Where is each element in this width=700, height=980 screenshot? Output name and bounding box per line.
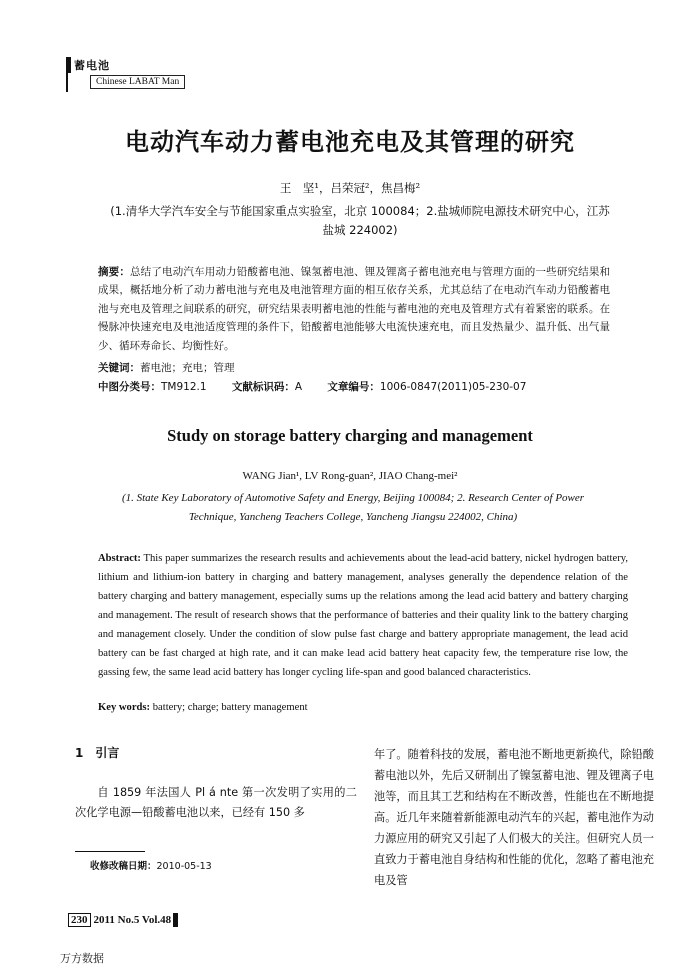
footer-block (173, 913, 178, 927)
doc-code-label: 文献标识码： (231, 381, 295, 393)
keywords-en-label: Key words: (98, 702, 151, 713)
page-number: 230 (68, 913, 91, 927)
title-en: Study on storage battery charging and management (167, 426, 533, 445)
body-column-left: 自 1859 年法国人 Pl á nte 第一次发明了实用的二次化学电源—铅酸蓄电池以来，已经有 150 多 (75, 786, 357, 819)
abstract-en-text: This paper summarizes the research results and achievements about the lead-acid battery, nickel hydrogen battery, lithium and lithium-ion battery in charging and battery management, analyses generally the dependence relation of the battery charging and battery management, especially sums up the relations among the lead acid battery and battery charging and management. The result of research shows that the performance of batteries and their quality link to the battery charging and management closely. Under the condition of slow pulse fast charge and battery appropriate management, the lead acid battery can be fast charged at high rate, and it can make lead acid battery heat capacity few, the temperature rise low, the gassing few, the same lead acid battery has longer cycling life-span and good balanced characteristics. (98, 553, 628, 678)
title-cn: 电动汽车动力蓄电池充电及其管理的研究 (125, 127, 575, 156)
keywords-en-text: battery; charge; battery management (152, 702, 308, 713)
abstract-cn-label: 摘要： (98, 266, 131, 278)
affiliation-en: (1. State Key Laboratory of Automotive Safety and Energy, Beijing 100084; 2. Research Center of Power Technique, Yancheng Teachers College, Yancheng Jiangsu 224002, China) (121, 492, 585, 523)
journal-name-cn: 蓄电池 (74, 59, 110, 72)
keywords-cn (98, 360, 235, 375)
clc-label: 中图分类号： (98, 381, 161, 393)
keywords-cn-label: 关键词： (98, 362, 140, 374)
section-heading: 1 引言 (75, 746, 120, 760)
journal-logo (66, 57, 110, 73)
header-rule (66, 70, 68, 92)
footnote-rule (75, 851, 145, 852)
classification-line (98, 379, 548, 394)
article-no-value: 1006-0847(2011)05-230-07 (379, 381, 527, 393)
authors-cn: 王 坚¹，吕荣冠²，焦昌梅² (279, 181, 421, 195)
page-footer (68, 913, 178, 927)
doc-code-value: A (294, 381, 303, 393)
abstract-cn-text: 总结了电动汽车用动力铅酸蓄电池、镍氢蓄电池、锂及锂离子蓄电池充电与管理方面的一些研究结果和成果，概括地分析了动力蓄电池与充电及电池管理方面的相互依存关系，尤其总结了在电动汽车动力铅酸蓄电池与充电及管理之间联系的研究，研究结果表明蓄电池的性能与蓄电池的充电及管理方式有着紧密的联系。在慢脉冲快速充电及电池适度管理的条件下，铅酸蓄电池能够大电流快速充电，而且发热量少、温升低、出气量少、循环寿命长、均衡性好。 (98, 266, 611, 352)
article-no-label: 文章编号： (327, 381, 380, 393)
body-column-right: 年了。随着科技的发展，蓄电池不断地更新换代，除铅酸蓄电池以外，先后又研制出了镍氢蓄电池、锂及锂离子电池等，而且其工艺和结构在不断改善，性能也在不断地提高。近几年来随着新能源电动汽车的兴起，蓄电池作为动力源应用的研究又引起了人们极大的关注。但研究人员一直致力于蓄电池自身结构和性能的优化，忽略了蓄电池充电及管 (374, 748, 654, 887)
abstract-en (98, 549, 628, 682)
footnote-label: 收修改稿日期： (90, 861, 157, 872)
abstract-cn (98, 263, 610, 355)
authors-en: WANG Jian¹, LV Rong-guan², JIAO Chang-mei² (242, 470, 458, 482)
issue-info: 2011 No.5 Vol.48 (93, 914, 172, 926)
footnote (90, 858, 212, 872)
watermark: 万方数据 (60, 952, 104, 965)
keywords-en (98, 702, 308, 713)
journal-name-en: Chinese LABAT Man (90, 75, 185, 89)
clc-value: TM912.1 (161, 381, 207, 393)
keywords-cn-text: 蓄电池；充电；管理 (140, 362, 235, 374)
footnote-value: 2010-05-13 (156, 861, 212, 872)
affiliation-cn: (1.清华大学汽车安全与节能国家重点实验室，北京 100084；2.盐城师院电源技术研究中心，江苏 盐城 224002) (110, 204, 610, 237)
abstract-en-label: Abstract: (98, 553, 141, 564)
